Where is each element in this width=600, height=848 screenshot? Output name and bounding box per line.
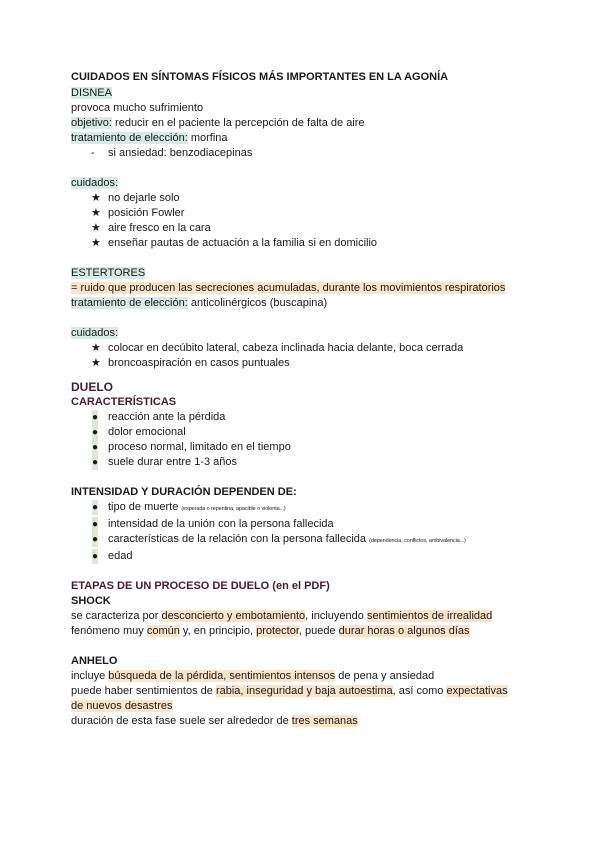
list-item-text: colocar en decúbito lateral, cabeza inclinada hacia delante, boca cerrada: [108, 342, 464, 354]
list-item-note: (dependencia, conflictos, ambivalencia...): [369, 538, 466, 544]
list-item-text: intensidad de la unión con la persona fallecida: [108, 518, 334, 530]
text-span: incluye: [71, 670, 109, 682]
list-item-text: dolor emocional: [108, 426, 186, 438]
dot-icon: ●: [92, 519, 99, 530]
text-span: y, en principio,: [179, 625, 257, 637]
objective-text: reducir en el paciente la percepción de falta de aire: [111, 117, 365, 129]
estertores-care-list: [71, 341, 541, 371]
disnea-sub-list: [71, 146, 541, 161]
document-content: [71, 70, 541, 729]
text-span: , incluyendo: [305, 610, 367, 622]
text-span: , puede: [298, 625, 339, 637]
care-label: cuidados:: [71, 177, 119, 189]
estertores-treatment: [71, 296, 541, 311]
highlight: común: [146, 625, 180, 637]
spacer: [71, 251, 541, 266]
objective-label: objetivo:: [71, 117, 112, 129]
treatment-label: tratamiento de elección:: [71, 297, 188, 309]
list-item: [71, 206, 541, 221]
list-item-text: no dejarle solo: [108, 192, 180, 204]
list-item-text: aire fresco en la cara: [108, 222, 211, 234]
list-item-text: si ansiedad: benzodiacepinas: [108, 147, 253, 159]
list-item-text: reacción ante la pérdida: [108, 411, 226, 423]
care-label: cuidados:: [71, 327, 119, 339]
disnea-care-list: [71, 191, 541, 251]
list-item: [71, 356, 541, 371]
highlight: desconcierto y embotamiento: [161, 610, 306, 622]
estertores-heading-line: [71, 266, 541, 281]
star-icon: ★: [91, 222, 101, 234]
disnea-treatment: [71, 131, 541, 146]
star-icon: ★: [91, 237, 101, 249]
dash-bullet: -: [91, 147, 95, 159]
list-item: [71, 440, 541, 455]
etapas-heading: ETAPAS DE UN PROCESO DE DUELO (en el PDF): [71, 580, 330, 592]
list-item-text: enseñar pautas de actuación a la familia si en domicilio: [108, 237, 378, 249]
duelo-subheading: CARACTERÍSTICAS: [71, 396, 177, 408]
highlight: protector: [256, 625, 299, 637]
estertores-heading: ESTERTORES: [71, 267, 146, 279]
star-icon: ★: [91, 342, 101, 354]
text-span: de pena y ansiedad: [335, 670, 435, 682]
list-item-text: proceso normal, limitado en el tiempo: [108, 441, 291, 453]
list-item-text: características de la relación con la persona fallecida: [108, 533, 370, 545]
dot-icon: ●: [92, 534, 99, 545]
text-span: se caracteriza por: [71, 610, 162, 622]
dot-icon: ●: [92, 442, 99, 453]
list-item-text: broncoaspiración en casos puntuales: [108, 357, 290, 369]
star-icon: ★: [91, 192, 101, 204]
page-title: CUIDADOS EN SÍNTOMAS FÍSICOS MÁS IMPORTANTES EN LA AGONÍA: [71, 71, 449, 83]
anhelo-heading: ANHELO: [71, 655, 118, 667]
anhelo-line2: [71, 684, 541, 699]
anhelo-line1: [71, 669, 541, 684]
estertores-definition: = ruido que producen las secreciones acumuladas, durante los movimientos respiratorios: [71, 282, 506, 294]
dot-icon: ●: [92, 412, 99, 423]
text-span: fenómeno muy: [71, 625, 147, 637]
anhelo-line3: [71, 699, 541, 714]
list-item: [71, 549, 541, 564]
estertores-definition-line: [71, 281, 541, 296]
highlight: expectativas: [446, 685, 508, 697]
dot-icon: ●: [92, 502, 99, 513]
star-icon: ★: [91, 357, 101, 369]
list-item: [71, 455, 541, 470]
highlight: tres semanas: [291, 715, 358, 727]
list-item: [71, 191, 541, 206]
list-item: [71, 146, 541, 161]
list-item-text: posición Fowler: [108, 207, 185, 219]
shock-line2: [71, 624, 541, 639]
star-icon: ★: [91, 207, 101, 219]
list-item: [71, 517, 541, 532]
list-item: [71, 341, 541, 356]
spacer: [71, 470, 541, 485]
treatment-label: tratamiento de elección:: [71, 132, 188, 144]
shock-heading: SHOCK: [71, 595, 111, 607]
list-item: [71, 221, 541, 236]
list-item-text: edad: [108, 550, 133, 562]
text-span: duración de esta fase suele ser alrededor de: [71, 715, 292, 727]
highlight: rabia, inseguridad y baja autoestima: [215, 685, 393, 697]
disnea-objective: [71, 116, 541, 131]
anhelo-line4: [71, 714, 541, 729]
treatment-text: morfina: [187, 132, 228, 144]
highlight: sentimientos de irrealidad: [366, 610, 493, 622]
intensity-list: [71, 500, 541, 564]
dot-icon: ●: [92, 427, 99, 438]
list-item: [71, 532, 541, 549]
disnea-heading-line: [71, 86, 541, 101]
list-item-text: tipo de muerte: [108, 501, 182, 513]
disnea-heading: DISNEA: [71, 87, 112, 99]
duelo-characteristics-list: [71, 410, 541, 470]
list-item: [71, 500, 541, 517]
duelo-heading: DUELO: [71, 380, 113, 394]
list-item: [71, 236, 541, 251]
dot-icon: ●: [92, 551, 99, 562]
highlight: búsqueda de la pérdida, sentimientos intensos: [108, 670, 336, 682]
list-item-text: suele durar entre 1-3 años: [108, 456, 238, 468]
text-span: , así como: [392, 685, 447, 697]
estertores-care-label-line: [71, 326, 541, 341]
disnea-care-label-line: [71, 176, 541, 191]
highlight: de nuevos desastres: [71, 700, 173, 712]
treatment-text: anticolinérgicos (buscapina): [187, 297, 328, 309]
list-item: [71, 410, 541, 425]
spacer: [71, 371, 541, 379]
text-span: puede haber sentimientos de: [71, 685, 216, 697]
shock-line1: [71, 609, 541, 624]
list-item: [71, 425, 541, 440]
list-item-note: (esperada o repentina, apacible o violenta...): [181, 506, 286, 512]
spacer: [71, 311, 541, 326]
disnea-line1: provoca mucho sufrimiento: [71, 102, 204, 114]
intensity-heading: INTENSIDAD Y DURACIÓN DEPENDEN DE:: [71, 486, 297, 498]
spacer: [71, 564, 541, 579]
spacer: [71, 161, 541, 176]
spacer: [71, 639, 541, 654]
highlight: durar horas o algunos días: [338, 625, 470, 637]
dot-icon: ●: [92, 457, 99, 468]
